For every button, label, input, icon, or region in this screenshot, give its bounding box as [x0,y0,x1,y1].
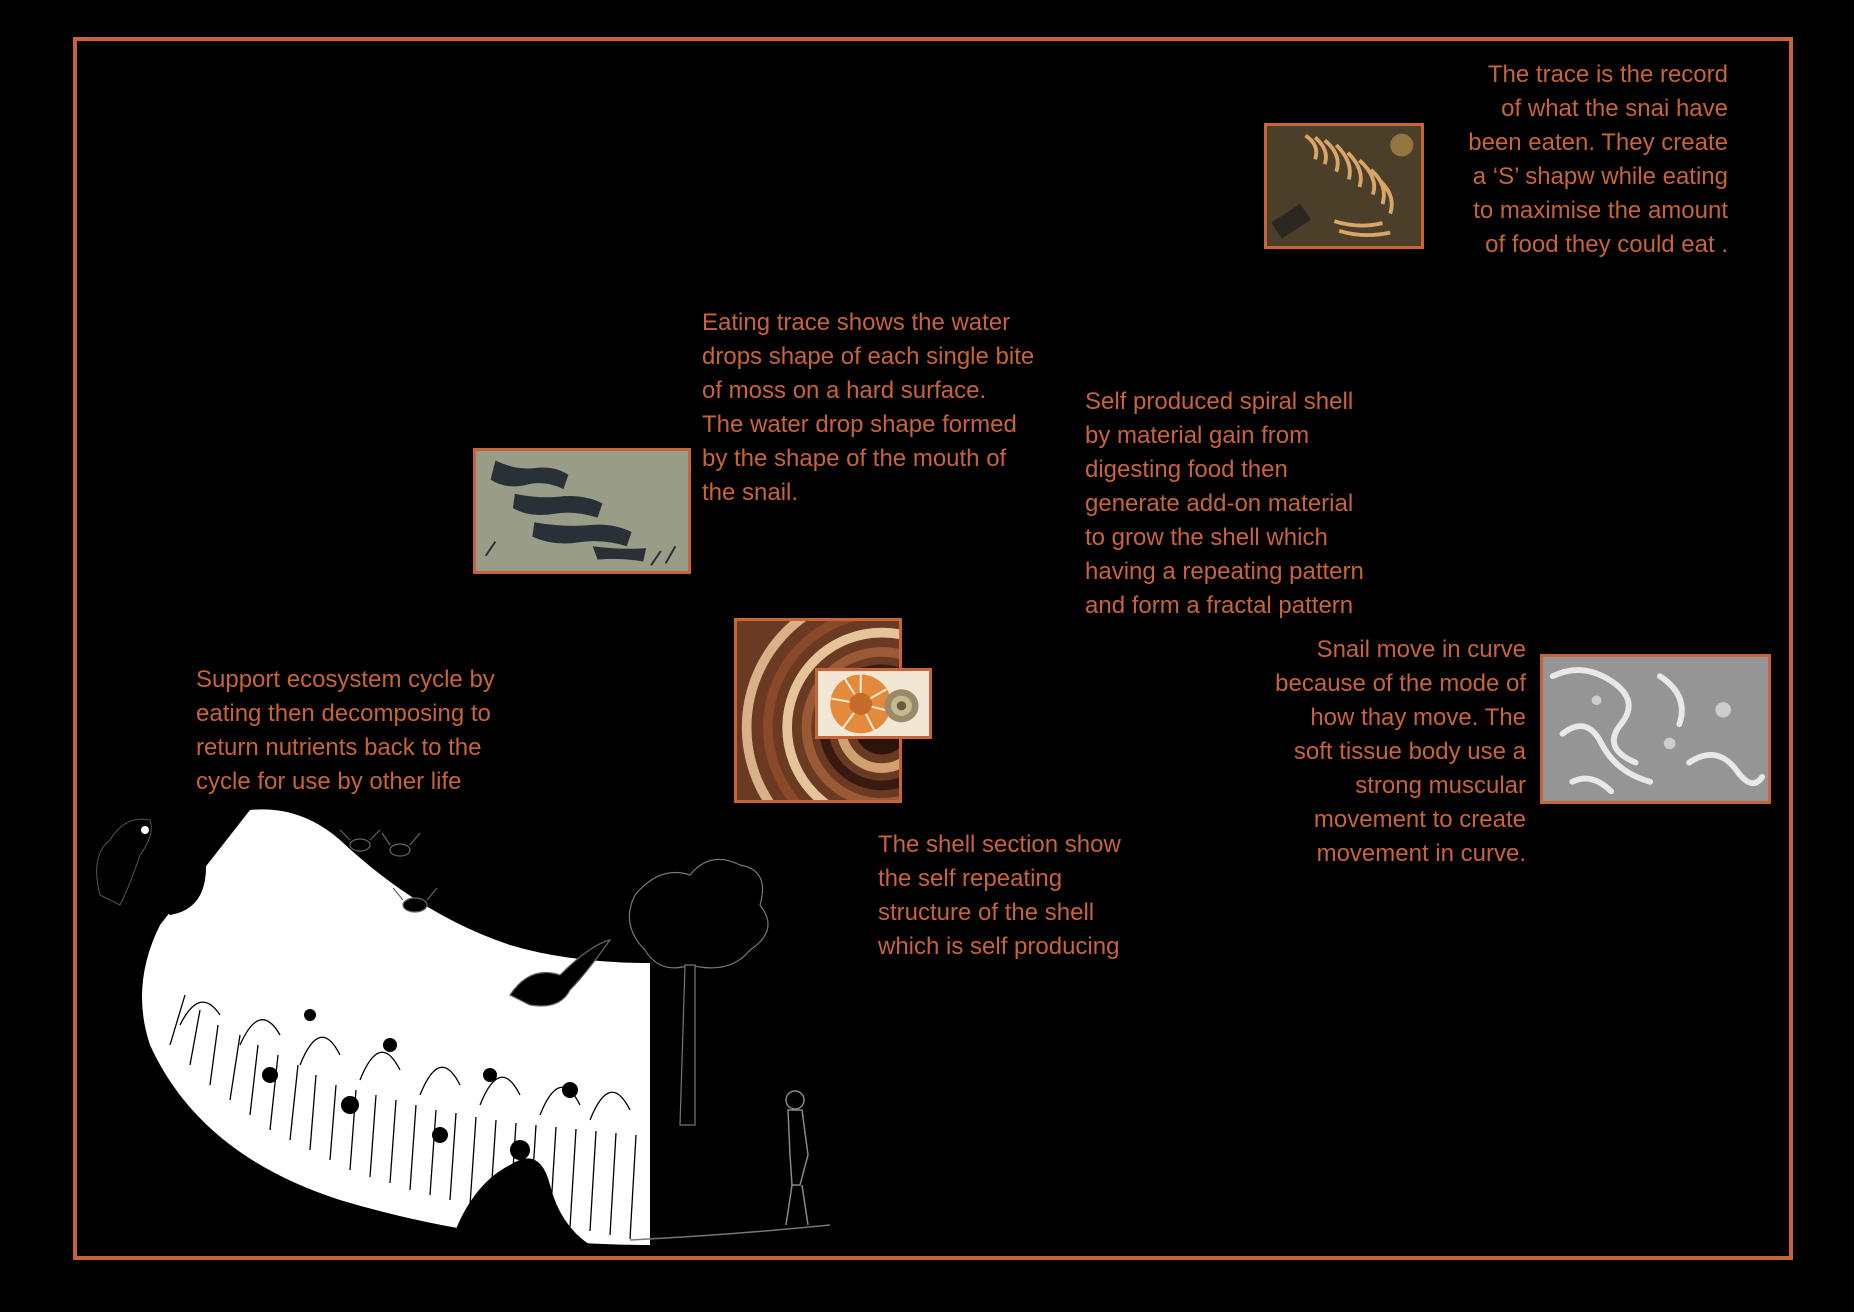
curved-trail-photo [1540,654,1771,804]
nautilus-shell-photo [815,668,932,739]
ecosystem-caption: Support ecosystem cycle by eating then decomposing to return nutrients back to the cycle for use by other life [196,666,495,795]
s-shaped-trace-photo [1264,123,1424,249]
trace-record-caption: The trace is the record of what the snai have been eaten. They create a ‘S’ shapw while eating to maximise the amount of food they could eat . [1468,61,1728,258]
spiral-shell-caption: Self produced spiral shell by material gain from digesting food then generate add-on material to grow the shell which having a repeating pattern and form a fractal pattern [1085,388,1364,619]
ecosystem-landscape-illustration [90,745,870,1265]
moss-bite-trace-photo [473,448,691,574]
eating-trace-caption: Eating trace shows the water drops shape of each single bite of moss on a hard surface. The water drop shape formed by the shape of the mouth of the snail. [702,309,1035,506]
snail-curve-caption: Snail move in curve because of the mode of how thay move. The soft tissue body use a strong muscular movement to create movement in curve. [1275,636,1526,867]
shell-section-caption: The shell section show the self repeating structure of the shell which is self producing [878,831,1121,960]
